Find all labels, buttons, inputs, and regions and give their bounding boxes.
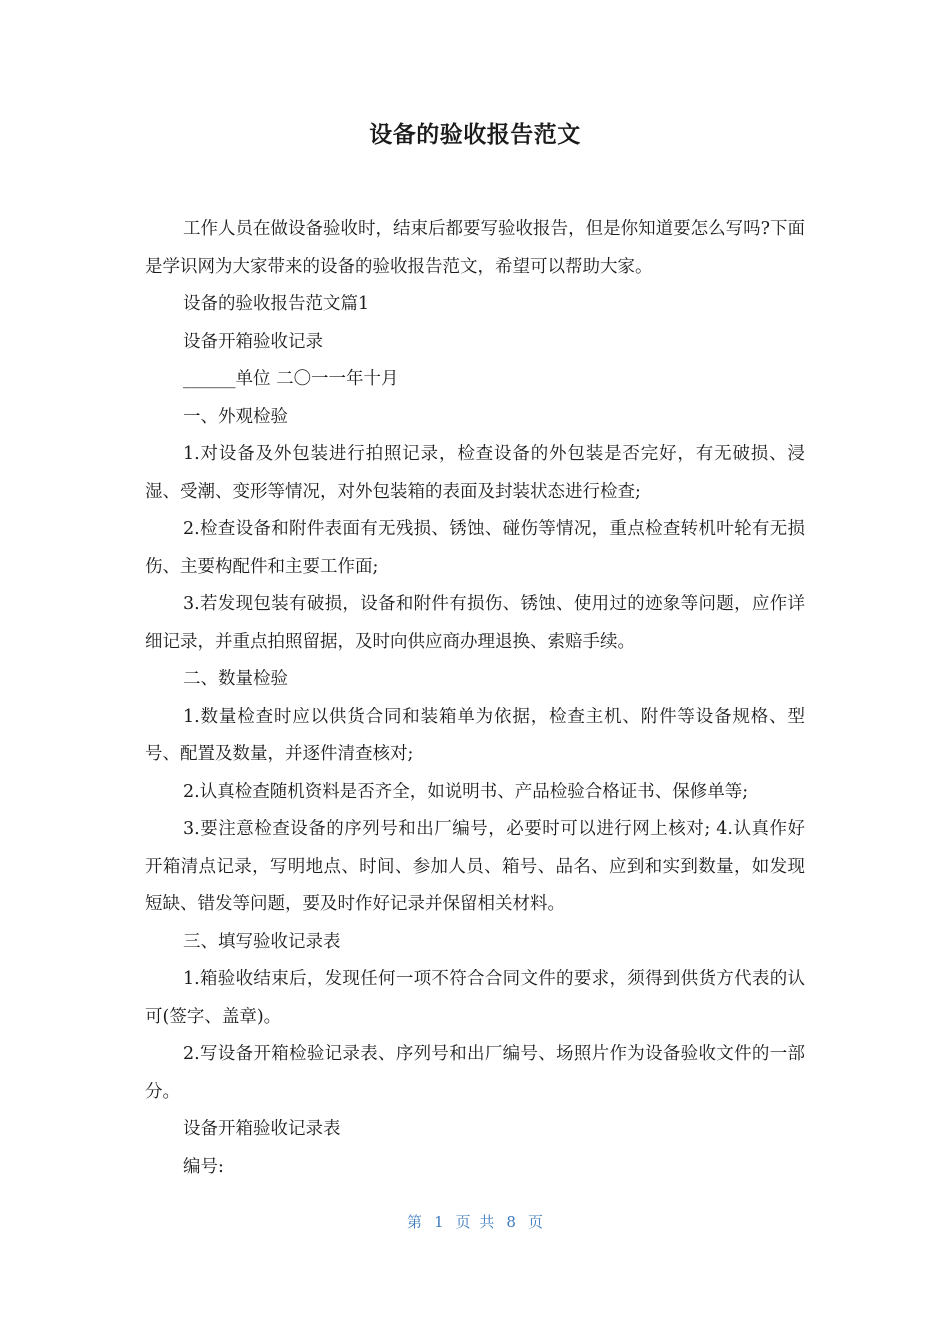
- paragraph: 1.对设备及外包装进行拍照记录，检查设备的外包装是否完好，有无破损、浸湿、受潮、变形等情况，对外包装箱的表面及封装状态进行检查;: [145, 444, 805, 502]
- section-heading: 设备的验收报告范文篇1: [183, 294, 370, 314]
- subsection-heading: 三、填写验收记录表: [183, 931, 341, 952]
- number-label: 编号:: [183, 1156, 224, 1177]
- current-page-number: 1: [434, 1213, 444, 1231]
- total-page-count: 8: [506, 1213, 516, 1231]
- page-label-middle: 页 共: [455, 1213, 495, 1231]
- unit-date-line: ______单位 二〇一一年十月: [183, 369, 399, 389]
- paragraph: 3.若发现包装有破损，设备和附件有损伤、锈蚀、使用过的迹象等问题，应作详细记录，并重点拍照留据，及时向供应商办理退换、索赔手续。: [145, 594, 805, 652]
- paragraph: 2.认真检查随机资料是否齐全，如说明书、产品检验合格证书、保修单等;: [183, 781, 749, 802]
- paragraph: 2.检查设备和附件表面有无残损、锈蚀、碰伤等情况，重点检查转机叶轮有无损伤、主要构配件和主要工作面;: [145, 519, 805, 577]
- page-label-suffix: 页: [527, 1213, 543, 1231]
- paragraph: 1.数量检查时应以供货合同和装箱单为依据，检查主机、附件等设备规格、型号、配置及数量，并逐件清查核对;: [145, 706, 805, 764]
- intro-paragraph: 工作人员在做设备验收时，结束后都要写验收报告，但是你知道要怎么写吗?下面是学识网为大家带来的设备的验收报告范文，希望可以帮助大家。: [145, 219, 805, 277]
- paragraph: 2.写设备开箱检验记录表、序列号和出厂编号、场照片作为设备验收文件的一部分。: [145, 1044, 805, 1102]
- document-title: 设备的验收报告范文: [369, 122, 581, 148]
- paragraph: 1.箱验收结束后，发现任何一项不符合合同文件的要求，须得到供货方代表的认可(签字、盖章)。: [145, 969, 805, 1027]
- page-footer: [0, 1210, 950, 1234]
- subsection-heading: 一、外观检验: [183, 406, 288, 427]
- document-body: [145, 211, 805, 1186]
- table-heading: 设备开箱验收记录表: [183, 1119, 341, 1139]
- paragraph: 3.要注意检查设备的序列号和出厂编号，必要时可以进行网上核对; 4.认真作好开箱清点记录，写明地点、时间、参加人员、箱号、品名、应到和实到数量，如发现短缺、错发等问题，要及时作好记录并保留相关材料。: [145, 819, 805, 914]
- page-label-prefix: 第: [407, 1213, 423, 1231]
- record-heading: 设备开箱验收记录: [183, 331, 323, 352]
- subsection-heading: 二、数量检验: [183, 669, 288, 689]
